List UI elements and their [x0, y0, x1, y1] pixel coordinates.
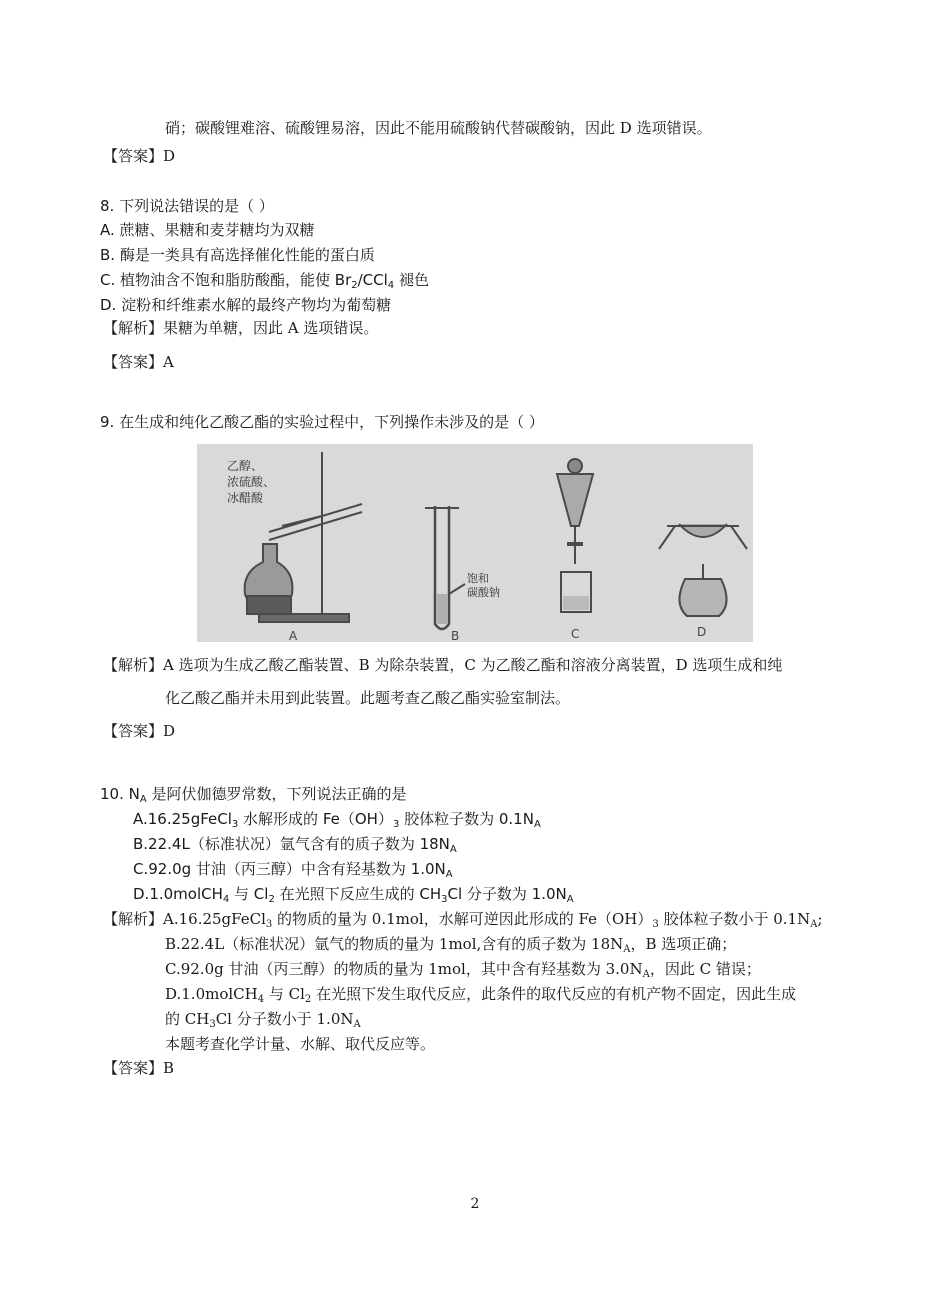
label-a-reagent-2: 浓硫酸、 — [227, 475, 276, 489]
q9-answer: 【答案】D — [103, 722, 176, 740]
q8-option-c: C. 植物油含不饱和脂肪酸酯，能使 $Br_2/CCl_4$ 褪色 — [100, 271, 429, 291]
q10-analysis-line-6: 本题考查化学计量、水解、取代反应等。 — [165, 1035, 436, 1053]
q10-analysis-line-5: 的 $CH_3Cl$ 分子数小于 $1.0N_A$ — [165, 1010, 361, 1030]
caption-b: B — [451, 629, 460, 642]
label-a-reagent-3: 冰醋酸 — [227, 491, 264, 505]
q10-option-d: D.1.0molCH$_4$ 与 $Cl_2$ 在光照下反应生成的 $CH_3Cl$ 分子数为 $1.0N_A$ — [133, 885, 574, 905]
q10-option-c: C.92.0g 甘油（丙三醇）中含有羟基数为 $1.0N_A$ — [133, 860, 453, 880]
page-number: 2 — [470, 1196, 480, 1212]
q9-analysis-line-2: 化乙酸乙酯并未用到此装置。此题考查乙酸乙酯实验室制法。 — [165, 689, 571, 707]
prev-answer: 【答案】D — [103, 147, 176, 165]
label-b-solution-1: 饱和 — [467, 572, 489, 585]
q8-answer: 【答案】A — [103, 353, 174, 371]
q8-option-b: B. 酶是一类具有高选择催化性能的蛋白质 — [100, 246, 375, 264]
stand-base — [259, 614, 349, 622]
tripod-leg-right — [731, 526, 747, 549]
caption-a: A — [289, 629, 298, 642]
apparatus-figure — [197, 444, 753, 642]
q10-analysis-line-4: D.1.0molCH$_4$ 与 $Cl_2$ 在光照下发生取代反应，此条件的取代反应的有机产物不固定，因此生成 — [165, 985, 797, 1005]
q8-option-d: D. 淀粉和纤维素水解的最终产物均为葡萄糖 — [100, 296, 392, 314]
label-a-reagent-1: 乙醇、 — [227, 459, 264, 473]
q8-stem: 8. 下列说法错误的是（ ） — [100, 197, 274, 215]
label-pointer-b — [449, 584, 465, 594]
q9-stem: 9. 在生成和纯化乙酸乙酯的实验过程中，下列操作未涉及的是（ ） — [100, 413, 544, 431]
separatory-funnel — [557, 474, 593, 526]
condenser-tube — [269, 504, 362, 532]
label-b-solution-2: 碳酸钠 — [467, 586, 500, 599]
tube-solution — [436, 594, 448, 624]
caption-d: D — [697, 625, 707, 639]
q10-answer: 【答案】B — [103, 1059, 175, 1077]
q10-option-b: B.22.4L（标准状况）氩气含有的质子数为 $18N_A$ — [133, 835, 457, 855]
q10-stem: 10. $N_A$ 是阿伏伽德罗常数，下列说法正确的是 — [100, 785, 407, 805]
alcohol-lamp — [679, 579, 726, 616]
q10-analysis-line-2: B.22.4L（标准状况）氩气的物质的量为 1mol,含有的质子数为 $18N_A$，B 选项正确； — [165, 935, 737, 955]
q10-analysis-line-3: C.92.0g 甘油（丙三醇）的物质的量为 1mol，其中含有羟基数为 $3.0N_A$，因此 C 错误； — [165, 960, 761, 980]
q10-analysis-line-1: 【解析】A.16.25gFeCl$_3$ 的物质的量为 0.1mol，水解可逆因此形成的 $Fe(OH)_3$ 胶体粒子数小于 $0.1N_A$; — [103, 910, 823, 930]
q8-option-a: A. 蔗糖、果糖和麦芽糖均为双糖 — [100, 221, 315, 239]
q8-analysis: 【解析】果糖为单糖，因此 A 选项错误。 — [103, 319, 379, 337]
beaker-liquid — [563, 596, 589, 610]
caption-c: C — [571, 627, 580, 641]
q10-option-a: A.16.25gFeCl$_3$ 水解形成的 $Fe(OH)_3$ 胶体粒子数为 $0.1N_A$ — [133, 810, 541, 830]
prev-continuation: 硝；碳酸锂难溶、硫酸锂易溶，因此不能用硫酸钠代替碳酸钠，因此 D 选项错误。 — [165, 119, 712, 137]
q9-analysis-line-1: 【解析】A 选项为生成乙酸乙酯装置、B 为除杂装置，C 为乙酸乙酯和溶液分离装置，D 选项生成和纯 — [103, 656, 783, 674]
funnel-stopper — [568, 459, 582, 473]
tripod-leg-left — [659, 526, 675, 549]
heat-block — [247, 596, 291, 614]
